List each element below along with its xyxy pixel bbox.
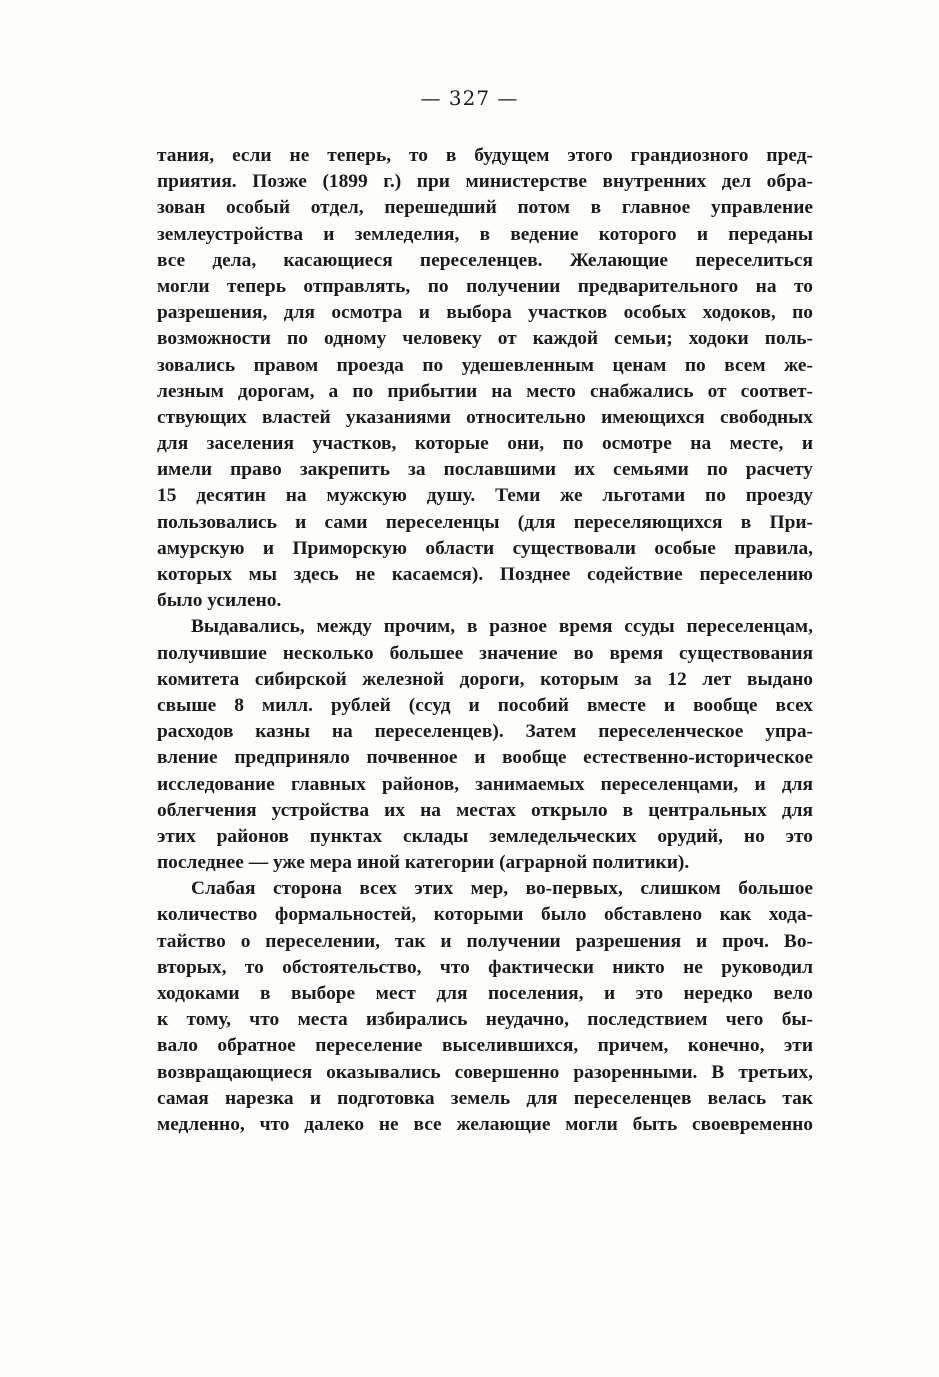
text-line: могли теперь отправлять, по получении предварительного на то	[157, 275, 813, 297]
text-line: облегчения устройства их на местах открыло в центральных для	[157, 799, 813, 821]
text-line: ствующих властей указаниями относительно имеющихся свободных	[157, 406, 813, 428]
text-line: тания, если не теперь, то в будущем этого грандиозного пред-	[157, 145, 813, 166]
text-line: 15 десятин на мужскую душу. Теми же льготами по проезду	[157, 485, 813, 507]
text-line: зован особый отдел, перешедший потом в главное управление	[157, 197, 813, 219]
text-line: землеустройства и земледелия, в ведение которого и переданы	[157, 223, 813, 245]
text-line: получившие несколько большее значение во время существования	[157, 642, 813, 664]
text-line: ходоками в выборе мест для поселения, и это нередко вело	[157, 983, 813, 1004]
text-line: зовались правом проезда по удешевленным ценам по всем же-	[157, 354, 813, 376]
text-line: Выдавались, между прочим, в разное время ссуды переселенцам,	[191, 616, 813, 638]
paragraph-2	[157, 614, 813, 876]
body-text	[157, 143, 813, 1138]
paragraph-3	[157, 876, 813, 1138]
text-line: вление предприняло почвенное и вообще естественно-историческое	[157, 747, 813, 769]
text-line: пользовались и сами переселенцы (для переселяющихся в При-	[157, 511, 813, 533]
text-line: которых мы здесь не касаемся). Позднее содействие переселению	[157, 564, 813, 585]
text-line: медленно, что далеко не все желающие могли быть своевременно	[157, 1113, 813, 1135]
text-line: приятия. Позже (1899 г.) при министерстве внутренних дел обра-	[157, 171, 813, 193]
text-line: возвращающиеся оказывались совершенно разоренными. В третьих,	[157, 1061, 813, 1083]
text-line: возможности по одному человеку от каждой семьи; ходоки поль-	[157, 328, 813, 350]
page-number: — 327 —	[420, 86, 519, 110]
text-line: имели право закрепить за пославшими их семьями по расчету	[157, 459, 813, 481]
text-line: было усилено.	[157, 590, 282, 612]
text-line: лезным дорогам, а по прибытии на место снабжались от соответ-	[157, 380, 813, 402]
text-line: все дела, касающиеся переселенцев. Желающие переселиться	[157, 249, 813, 271]
text-line: Слабая сторона всех этих мер, во-первых, слишком большое	[191, 878, 813, 900]
text-line: тайство о переселении, так и получении разрешения и проч. Во-	[157, 930, 813, 952]
text-line: разрешения, для осмотра и выбора участков особых ходоков, по	[157, 302, 813, 324]
text-line: вало обратное переселение выселившихся, причем, конечно, эти	[157, 1035, 813, 1057]
text-line: исследование главных районов, занимаемых переселенцами, и для	[157, 773, 813, 795]
text-line: амурскую и Приморскую области существовали особые правила,	[157, 537, 813, 559]
text-line: комитета сибирской железной дороги, которым за 12 лет выдано	[157, 668, 813, 690]
text-line: для заселения участков, которые они, по осмотре на месте, и	[157, 433, 813, 455]
paragraph-1	[157, 143, 813, 614]
text-line: самая нарезка и подготовка земель для переселенцев велась так	[157, 1087, 813, 1109]
text-line: к тому, что места избирались неудачно, последствием чего бы-	[157, 1009, 813, 1031]
text-line: этих районов пунктах склады земледельческих орудий, но это	[157, 825, 813, 847]
text-line: расходов казны на переселенцев). Затем переселенческое упра-	[157, 721, 813, 743]
text-line: свыше 8 милл. рублей (ссуд и пособий вместе и вообще всех	[157, 694, 813, 716]
text-line: последнее — уже мера иной категории (аграрной политики).	[157, 852, 690, 874]
text-line: количество формальностей, которыми было обставлено как хода-	[157, 904, 813, 926]
text-line: вторых, то обстоятельство, что фактически никто не руководил	[157, 956, 813, 978]
